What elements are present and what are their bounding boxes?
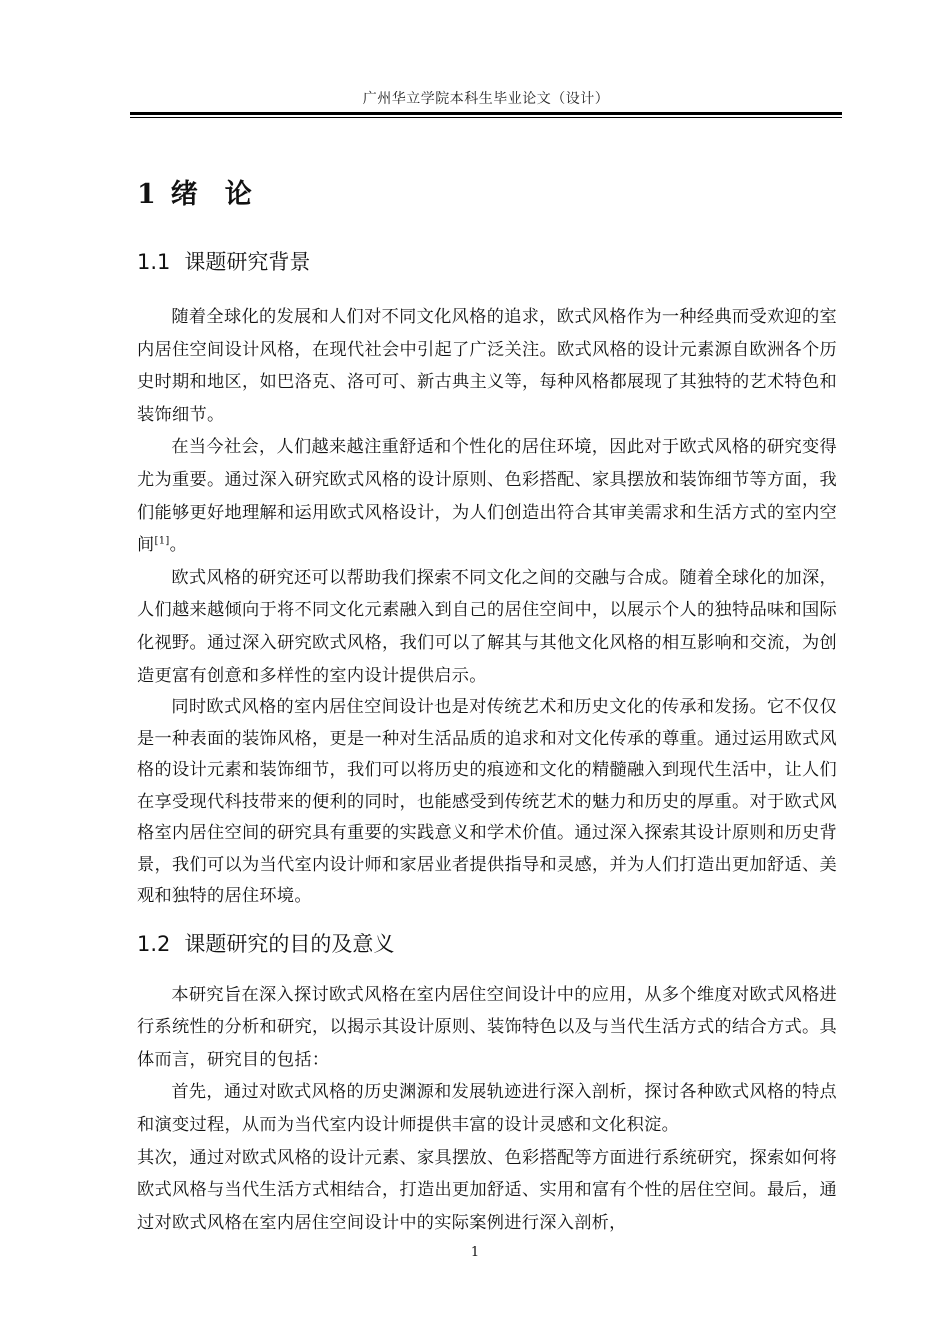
paragraph-tail: 。 [169, 535, 188, 556]
chapter-number: 1 [137, 179, 157, 210]
chapter-title-part2: 论 [224, 179, 253, 210]
header-rule-thin [130, 117, 842, 118]
section-number: 1.2 [137, 931, 171, 956]
running-header: 广州华立学院本科生毕业论文（设计） [362, 91, 610, 107]
page-number: 1 [470, 1245, 480, 1260]
section-heading-1-2 [137, 927, 837, 961]
page-body [137, 165, 837, 1239]
section-title: 课题研究的目的及意义 [184, 931, 395, 956]
chapter-title-part1: 绪 [170, 179, 199, 210]
citation-ref: [1] [154, 535, 170, 547]
section-heading-1-1 [137, 245, 837, 279]
chapter-heading [137, 171, 837, 219]
paragraph: 首先，通过对欧式风格的历史渊源和发展轨迹进行深入剖析，探讨各种欧式风格的特点和演变过程，从而为当代室内设计师提供丰富的设计灵感和文化积淀。 [137, 1082, 837, 1135]
paragraph: 欧式风格的研究还可以帮助我们探索不同文化之间的交融与合成。随着全球化的加深，人们越来越倾向于将不同文化元素融入到自己的居住空间中，以展示个人的独特品味和国际化视野。通过深入研究欧式风格，我们可以了解其与其他文化风格的相互影响和交流，为创造更富有创意和多样性的室内设计提供启示。 [137, 567, 837, 686]
paragraph-with-citation [137, 431, 837, 561]
paragraph: 其次，通过对欧式风格的设计元素、家具摆放、色彩搭配等方面进行系统研究，探索如何将欧式风格与当代生活方式相结合，打造出更加舒适、实用和富有个性的居住空间。最后，通过对欧式风格在室内居住空间设计中的实际案例进行深入剖析， [137, 1147, 837, 1233]
section-title: 课题研究背景 [184, 250, 311, 274]
paragraph-text: 在当今社会，人们越来越注重舒适和个性化的居住环境，因此对于欧式风格的研究变得尤为重要。通过深入研究欧式风格的设计原则、色彩搭配、家具摆放和装饰细节等方面，我们能够更好地理解和运用欧式风格设计，为人们创造出符合其审美需求和生活方式的室内空间 [137, 437, 837, 556]
section-number: 1.1 [137, 250, 171, 274]
paragraph: 随着全球化的发展和人们对不同文化风格的追求，欧式风格作为一种经典而受欢迎的室内居住空间设计风格，在现代社会中引起了广泛关注。欧式风格的设计元素源自欧洲各个历史时期和地区，如巴洛克、洛可可、新古典主义等，每种风格都展现了其独特的艺术特色和装饰细节。 [137, 307, 837, 425]
paragraph: 本研究旨在深入探讨欧式风格在室内居住空间设计中的应用，从多个维度对欧式风格进行系统性的分析和研究，以揭示其设计原则、装饰特色以及与当代生活方式的结合方式。具体而言，研究目的包括： [137, 984, 837, 1070]
paragraph: 同时欧式风格的室内居住空间设计也是对传统艺术和历史文化的传承和发扬。它不仅仅是一种表面的装饰风格，更是一种对生活品质的追求和对文化传承的尊重。通过运用欧式风格的设计元素和装饰细节，我们可以将历史的痕迹和文化的精髓融入到现代生活中，让人们在享受现代科技带来的便利的同时，也能感受到传统艺术的魅力和历史的厚重。对于欧式风格室内居住空间的研究具有重要的实践意义和学术价值。通过深入探索其设计原则和历史背景，我们可以为当代室内设计师和家居业者提供指导和灵感，并为人们打造出更加舒适、美观和独特的居住环境。 [137, 697, 837, 907]
header-rule-thick [130, 112, 842, 115]
